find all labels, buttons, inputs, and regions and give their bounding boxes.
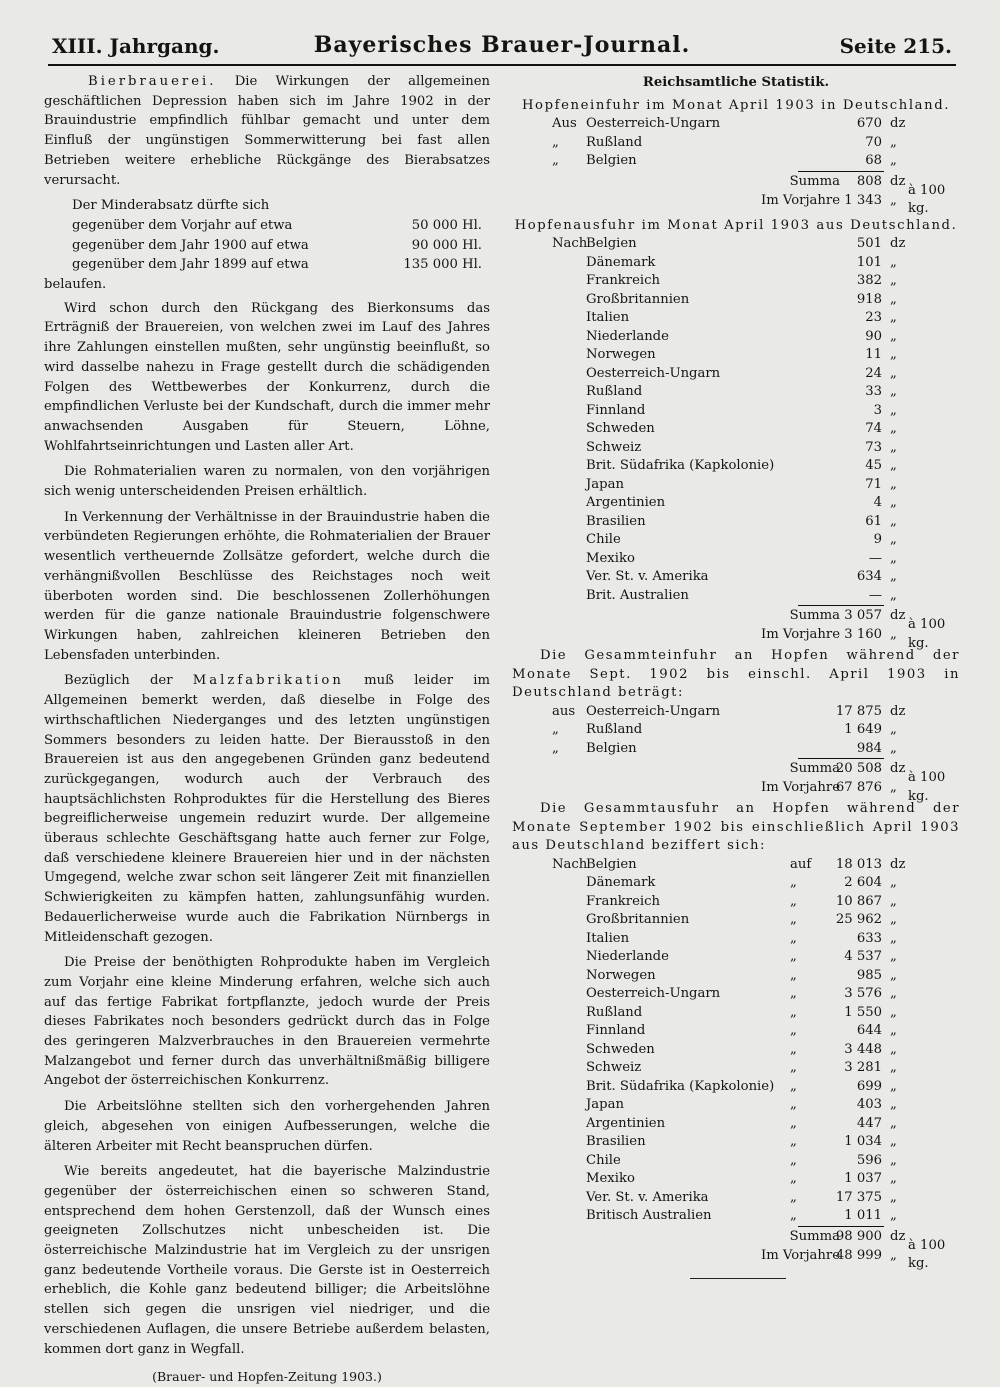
row-unit: „ — [890, 587, 897, 603]
decline-label: gegenüber dem Jahr 1900 auf etwa — [72, 237, 309, 253]
prev-label: Im Vorjahre — [760, 1247, 840, 1263]
export-heading: Hopfenausfuhr im Monat April 1903 aus Deutschland. — [514, 217, 958, 233]
sum-value: 98 900 — [835, 1228, 882, 1244]
row-unit: „ — [890, 949, 897, 964]
row-unit: „ — [890, 986, 897, 1001]
decline-intro: Der Minderabsatz dürfte sich — [72, 198, 270, 214]
row-country: Brasilien — [586, 1134, 646, 1149]
row-value: 4 537 — [844, 949, 882, 964]
table-row — [512, 930, 960, 949]
total-export-heading: Die Gesammtausfuhr an Hopfen während der Monate September 1902 bis einschließlich April 1903 aus Deutschland beziffert sich: — [512, 801, 960, 853]
row-unit: „ — [890, 254, 897, 270]
journal-title: Bayerisches Brauer-Journal. — [313, 32, 691, 58]
page-number: Seite 215. — [839, 34, 952, 58]
row-country: Brasilien — [586, 513, 646, 529]
prev-unit: „ — [890, 627, 897, 642]
row-auf: auf — [790, 856, 812, 872]
row-country: Oesterreich-Ungarn — [586, 986, 721, 1001]
row-unit: „ — [890, 134, 897, 150]
per-unit: à 100 kg. — [908, 770, 946, 804]
table-row — [512, 948, 960, 967]
row-value: 3 281 — [844, 1060, 882, 1075]
row-value: 1 011 — [844, 1208, 882, 1223]
table-row — [512, 346, 960, 365]
table-row — [512, 740, 960, 759]
prev-label: Im Vorjahre — [760, 780, 840, 795]
row-unit: „ — [890, 1023, 897, 1038]
row-country: Belgien — [586, 153, 637, 168]
row-unit: „ — [890, 930, 897, 946]
row-unit: „ — [890, 153, 897, 168]
sum-unit: dz — [890, 1228, 906, 1244]
statistics-title: Reichsamtliche Statistik. — [642, 75, 830, 90]
decline-value: 50 000 Hl. — [411, 217, 482, 233]
prev-unit: „ — [890, 780, 897, 795]
table-row — [512, 513, 960, 532]
row-auf: „ — [790, 949, 797, 964]
row-unit: „ — [890, 1152, 897, 1168]
row-auf: „ — [790, 1023, 797, 1038]
table-row — [512, 365, 960, 384]
row-value: 3 — [873, 402, 882, 418]
row-unit: „ — [890, 1134, 897, 1149]
row-unit: „ — [890, 421, 897, 436]
row-country: Oesterreich-Ungarn — [586, 116, 721, 131]
end-rule — [690, 1278, 786, 1279]
row-auf: „ — [790, 967, 797, 983]
row-auf: „ — [790, 1004, 797, 1020]
row-unit: „ — [890, 365, 897, 381]
row-auf: „ — [790, 986, 797, 1001]
row-prefix: „ — [552, 153, 559, 168]
row-auf: „ — [790, 1134, 797, 1149]
decline-row — [44, 255, 490, 275]
table-row — [512, 856, 960, 875]
row-unit: „ — [890, 722, 897, 737]
row-unit: „ — [890, 328, 897, 344]
row-country: Schweden — [586, 421, 655, 436]
row-country: Japan — [586, 476, 624, 492]
row-country: Mexiko — [586, 1171, 635, 1186]
row-country: Schweiz — [586, 1060, 642, 1075]
row-auf: „ — [790, 1041, 797, 1057]
row-value: — — [868, 550, 882, 566]
table-row — [512, 967, 960, 986]
row-auf: „ — [790, 1152, 797, 1168]
row-country: Rußland — [586, 722, 643, 737]
table-row — [512, 1133, 960, 1152]
prev-unit: „ — [890, 192, 897, 208]
table-row — [512, 703, 960, 722]
right-column — [512, 72, 960, 1271]
row-unit: „ — [890, 1208, 897, 1223]
row-country: Dänemark — [586, 875, 656, 890]
paragraph-4: In Verkennung der Verhältnisse in der Brauindustrie haben die verbündeten Regierungen erhöhte, die Rohmaterialien der Brauer wesentlich vertheuernde Zollsätze gefordert, welche durch die verhängnißvollen Beschlüsse des Reichstages noch weit überboten worden sind. Die beschlossenen Zollerhöhungen werden für die ganze nationale Brauindustrie folgenschwere Wirkungen haben, zahlreichen kleineren Betrieben den Lebensfaden unterbinden. — [44, 509, 490, 663]
sum-label: Summa — [789, 761, 840, 776]
row-unit: dz — [890, 703, 906, 719]
sum-value: 808 — [856, 173, 882, 189]
table-row — [512, 383, 960, 402]
table-row — [512, 235, 960, 254]
row-country: Chile — [586, 532, 621, 547]
row-unit: „ — [890, 291, 897, 307]
prev-unit: „ — [890, 1247, 897, 1263]
sum-label: Summa — [789, 173, 840, 189]
table-row — [512, 721, 960, 740]
header-rule — [48, 64, 956, 66]
table-row — [512, 494, 960, 513]
row-prefix: „ — [552, 134, 559, 150]
per-unit: à 100 kg. — [908, 617, 946, 651]
row-country: Finnland — [586, 1023, 646, 1038]
decline-row — [44, 216, 490, 236]
paragraph-6: Die Preise der benöthigten Rohprodukte haben im Vergleich zum Vorjahr eine kleine Minderung erfahren, welche sich auch auf das fertige Fabrikat fortpflanzte, jedoch wurde der Preis dieses Fabrikates noch besonders gedrückt durch das in Folge des geringeren Malzverbrauches in den Brauereien vermehrte Malzangebot und ferner durch das unverhältnißmäßig billigere Angebot der österreichischen Konkurrenz. — [44, 955, 490, 1089]
row-value: 11 — [865, 347, 882, 362]
row-unit: „ — [890, 1004, 897, 1020]
row-value: 90 — [865, 328, 882, 344]
row-unit: „ — [890, 550, 897, 566]
table-row — [512, 1004, 960, 1023]
row-unit: „ — [890, 402, 897, 418]
sum-unit: dz — [890, 173, 906, 189]
table-row — [512, 531, 960, 550]
table-row — [512, 254, 960, 273]
table-row — [512, 1078, 960, 1097]
row-country: Belgien — [586, 740, 637, 756]
row-country: Brit. Australien — [586, 587, 689, 603]
row-country: Brit. Südafrika (Kapkolonie) — [586, 1078, 775, 1094]
decline-end: belaufen. — [44, 277, 107, 293]
decline-label: gegenüber dem Vorjahr auf etwa — [72, 217, 293, 233]
row-unit: „ — [890, 1189, 897, 1205]
paragraph-3: Die Rohmaterialien waren zu normalen, von den vorjährigen sich wenig unterscheidenden Preisen erhältlich. — [44, 464, 490, 500]
row-country: Belgien — [586, 856, 637, 872]
row-value: 644 — [856, 1023, 882, 1038]
per-unit: à 100 kg. — [908, 182, 946, 216]
prev-value: 48 999 — [835, 1247, 882, 1263]
row-value: 670 — [856, 116, 882, 131]
row-value: 699 — [856, 1078, 882, 1094]
row-prefix: Aus — [552, 116, 577, 131]
volume-label: XIII. Jahrgang. — [52, 34, 220, 58]
decline-block — [44, 196, 490, 295]
decline-value: 90 000 Hl. — [411, 237, 482, 253]
row-auf: „ — [790, 1189, 797, 1205]
table-row — [512, 272, 960, 291]
row-value: 633 — [856, 930, 882, 946]
row-country: Norwegen — [586, 347, 656, 362]
prev-label: Im Vorjahre — [760, 192, 840, 208]
row-value: 447 — [856, 1115, 882, 1131]
row-value: 403 — [856, 1097, 882, 1112]
row-country: Italien — [586, 930, 630, 946]
row-value: 18 013 — [835, 856, 882, 872]
row-value: 918 — [856, 291, 882, 307]
decline-value: 135 000 Hl. — [403, 257, 482, 273]
row-value: 634 — [856, 569, 882, 584]
row-value: 45 — [865, 458, 882, 473]
row-value: 3 448 — [844, 1041, 882, 1057]
row-auf: „ — [790, 875, 797, 890]
intro-paragraph — [44, 72, 490, 190]
row-unit: „ — [890, 384, 897, 399]
row-country: Rußland — [586, 384, 643, 399]
row-unit: „ — [890, 875, 897, 890]
import-table — [512, 115, 960, 171]
intro-keyword: Bierbrauerei. — [88, 74, 217, 89]
table-row — [512, 152, 960, 171]
table-row — [512, 1022, 960, 1041]
export-table — [512, 235, 960, 605]
row-unit: „ — [890, 532, 897, 547]
prev-value: 1 343 — [844, 192, 882, 208]
row-unit: „ — [890, 347, 897, 362]
row-prefix: „ — [552, 722, 559, 737]
total-export-table — [512, 856, 960, 1226]
row-auf: „ — [790, 1171, 797, 1186]
table-row — [512, 457, 960, 476]
row-unit: „ — [890, 1060, 897, 1075]
source-citation: (Brauer- und Hopfen-Zeitung 1903.) — [152, 1369, 382, 1385]
row-country: Niederlande — [586, 949, 669, 964]
row-value: 985 — [856, 967, 882, 983]
row-prefix: „ — [552, 740, 559, 756]
row-value: 17 375 — [835, 1189, 882, 1205]
paragraph-7: Die Arbeitslöhne stellten sich den vorhergehenden Jahren gleich, abgesehen von einigen Aufbesserungen, welche die älteren Arbeiter mit Recht beanspruchen dürfen. — [44, 1099, 490, 1154]
row-unit: „ — [890, 912, 897, 927]
row-country: Schweden — [586, 1041, 655, 1057]
row-country: Italien — [586, 310, 630, 325]
row-value: 984 — [856, 740, 882, 756]
row-unit: „ — [890, 1171, 897, 1186]
table-row — [512, 402, 960, 421]
row-unit: „ — [890, 967, 897, 983]
row-value: 70 — [865, 134, 882, 150]
row-country: Ver. St. v. Amerika — [586, 569, 709, 584]
decline-row — [44, 236, 490, 256]
row-unit: dz — [890, 856, 906, 872]
row-auf: „ — [790, 930, 797, 946]
per-unit: à 100 kg. — [908, 1237, 946, 1271]
row-auf: „ — [790, 1097, 797, 1112]
table-row — [512, 587, 960, 606]
row-value: 73 — [865, 439, 882, 455]
row-country: Oesterreich-Ungarn — [586, 703, 721, 719]
table-row — [512, 985, 960, 1004]
prev-value: 3 160 — [844, 627, 882, 642]
row-value: 74 — [865, 421, 882, 436]
row-unit: „ — [890, 513, 897, 529]
table-row — [512, 115, 960, 134]
row-prefix: Nach — [552, 236, 588, 251]
intro-text: Die Wirkungen der allgemeinen geschäftlichen Depression haben sich im Jahre 1902 in der Brauindustrie empfindlich fühlbar gemacht und unter dem Einfluß der ungünstigen Sommerwitterung bei fast allen Betrieben weitere erhebliche Rückgänge des Bierabsatzes verursacht. — [44, 74, 490, 188]
row-country: Argentinien — [586, 1115, 666, 1131]
total-import-sum — [512, 760, 960, 804]
row-value: 3 576 — [844, 986, 882, 1001]
row-value: 10 867 — [835, 893, 882, 909]
row-country: Belgien — [586, 236, 637, 251]
table-row — [512, 568, 960, 587]
row-value: 1 649 — [844, 722, 882, 737]
row-country: Großbritannien — [586, 291, 690, 307]
row-auf: „ — [790, 1078, 797, 1094]
row-country: Japan — [586, 1097, 624, 1112]
row-country: Mexiko — [586, 550, 635, 566]
row-value: 101 — [856, 254, 882, 270]
row-unit: „ — [890, 495, 897, 510]
row-unit: „ — [890, 740, 897, 756]
row-country: Niederlande — [586, 328, 669, 344]
row-value: 596 — [856, 1152, 882, 1168]
table-row — [512, 309, 960, 328]
table-row — [512, 439, 960, 458]
row-prefix: aus — [552, 703, 576, 719]
prev-label: Im Vorjahre — [760, 627, 840, 642]
row-value: 25 962 — [835, 912, 882, 927]
table-row — [512, 874, 960, 893]
table-row — [512, 911, 960, 930]
table-row — [512, 1170, 960, 1189]
row-unit: „ — [890, 569, 897, 584]
row-unit: „ — [890, 1115, 897, 1131]
import-sum — [512, 173, 960, 216]
p5-text: muß leider im Allgemeinen bemerkt werden, daß dieselbe in Folge des wirthschaftlichen Niederganges und des letzten ungünstigen Sommers besonders zu leiden hatte. Der Bierausstoß in den Brauereien ist aus den angegebenen Gründen ganz bedeutend zurückgegangen, wodurch auch der Verbrauch des hauptsächlichsten Rohproduktes für die Herstellung des Bieres begreiflicherweise ungemein reduzirt wurde. Der allgemeine überaus schlechte Geschäftsgang hatte auch ferner zur Folge, daß verschiedene kleinere Brauereien hier und in der nächsten Umgegend, welche zwar schon seit längerer Zeit mit finanziellen Schwierigkeiten zu kämpfen hatten, zahlungsunfähig wurden. Bedauerlicherweise wurde auch die Fabrikation Nürnbergs in Mitleidenschaft gezogen. — [44, 673, 490, 945]
row-value: 1 550 — [844, 1004, 882, 1020]
row-auf: „ — [790, 1208, 797, 1223]
total-import-heading: Die Gesammteinfuhr an Hopfen während der Monate Sept. 1902 bis einschl. April 1903 in Deutschland beträgt: — [512, 648, 960, 700]
row-value: 1 037 — [844, 1171, 882, 1186]
p5-keyword: Malzfabrikation — [192, 673, 344, 689]
row-country: Dänemark — [586, 254, 656, 270]
decline-label: gegenüber dem Jahr 1899 auf etwa — [72, 257, 309, 273]
row-value: 382 — [856, 273, 882, 288]
row-country: Chile — [586, 1152, 621, 1168]
row-value: 68 — [865, 153, 882, 168]
table-row — [512, 1152, 960, 1171]
prev-value: 67 876 — [835, 780, 882, 795]
row-value: 17 875 — [835, 703, 882, 719]
sum-value: 3 057 — [844, 608, 882, 623]
row-value: 2 604 — [844, 875, 882, 890]
row-value: 501 — [856, 236, 882, 251]
table-row — [512, 1207, 960, 1226]
row-unit: „ — [890, 1097, 897, 1112]
table-row — [512, 893, 960, 912]
sum-unit: dz — [890, 608, 906, 623]
row-value: 71 — [865, 476, 882, 492]
row-unit: „ — [890, 893, 897, 909]
row-country: Rußland — [586, 1004, 643, 1020]
row-unit: „ — [890, 1041, 897, 1057]
table-row — [512, 1115, 960, 1134]
row-value: 9 — [873, 532, 882, 547]
row-country: Norwegen — [586, 967, 656, 983]
row-auf: „ — [790, 1115, 797, 1131]
row-value: 61 — [865, 513, 882, 529]
row-value: 24 — [865, 365, 882, 381]
row-country: Großbritannien — [586, 912, 690, 927]
row-country: Ver. St. v. Amerika — [586, 1189, 709, 1205]
row-country: Oesterreich-Ungarn — [586, 365, 721, 381]
row-unit: „ — [890, 1078, 897, 1094]
row-country: Schweiz — [586, 439, 642, 455]
paragraph-8: Wie bereits angedeutet, hat die bayerische Malzindustrie gegenüber der österreichischen einen so schweren Stand, entsprechend dem hohen Gerstenzoll, daß der Wunsch eines geeigneten Zollschutzes nicht unbescheiden ist. Die österreichische Malzindustrie hat im Vergleich zu der unsrigen ganz bedeutende Vortheile voraus. Die Gerste ist in Oesterreich erheblich, die Kohle ganz bedeutend billiger; die Arbeitslöhne stellen sich gegen die unsrigen viel niedriger, und die verschiedenen Auflagen, die unsere Betriebe außerdem belasten, kommen dort ganz in Wegfall. — [44, 1164, 490, 1357]
row-unit: „ — [890, 476, 897, 492]
row-country: Britisch Australien — [586, 1208, 712, 1223]
table-row — [512, 420, 960, 439]
import-heading: Hopfeneinfuhr im Monat April 1903 in Deutschland. — [521, 97, 951, 113]
table-row — [512, 291, 960, 310]
p5-lead: Bezüglich der — [64, 673, 173, 689]
row-country: Brit. Südafrika (Kapkolonie) — [586, 458, 775, 473]
row-unit: dz — [890, 236, 906, 251]
paragraph-2: Wird schon durch den Rückgang des Bierkonsums das Erträgniß der Brauereien, von welchen zwei im Lauf des Jahres ihre Zahlungen einstellen mußten, sehr ungünstig beeinflußt, so wird dasselbe nahezu in Frage gestellt durch die schädigenden Folgen des Wettbewerbes der Konkurrenz, durch die empfindlichen Verluste bei der Kundschaft, durch die immer mehr anwachsenden Ausgaben für Steuern, Löhne, Wohlfahrtseinrichtungen und Lasten aller Art. — [44, 300, 490, 454]
total-export-sum — [512, 1228, 960, 1271]
row-unit: dz — [890, 116, 906, 131]
row-auf: „ — [790, 912, 797, 927]
row-auf: „ — [790, 893, 797, 909]
table-row — [512, 550, 960, 569]
table-row — [512, 328, 960, 347]
table-row — [512, 134, 960, 153]
row-country: Finnland — [586, 402, 646, 418]
table-row — [512, 1096, 960, 1115]
page-header — [52, 32, 952, 62]
sum-value: 20 508 — [835, 761, 882, 776]
sum-label: Summa — [789, 608, 840, 623]
row-prefix: Nach — [552, 856, 588, 872]
row-country: Frankreich — [586, 893, 661, 909]
row-value: 1 034 — [844, 1134, 882, 1149]
table-row — [512, 1041, 960, 1060]
left-column — [44, 72, 490, 1387]
export-sum — [512, 607, 960, 651]
row-unit: „ — [890, 273, 897, 288]
row-unit: „ — [890, 439, 897, 455]
sum-unit: dz — [890, 761, 906, 776]
paragraph-5 — [44, 671, 490, 947]
table-row — [512, 476, 960, 495]
row-value: — — [868, 587, 882, 603]
row-unit: „ — [890, 458, 897, 473]
row-value: 23 — [865, 310, 882, 325]
row-country: Frankreich — [586, 273, 661, 288]
table-row — [512, 1189, 960, 1208]
sum-label: Summa — [789, 1228, 840, 1244]
row-auf: „ — [790, 1060, 797, 1075]
table-row — [512, 1059, 960, 1078]
row-country: Rußland — [586, 134, 643, 150]
total-import-table — [512, 703, 960, 759]
row-value: 33 — [865, 384, 882, 399]
row-country: Argentinien — [586, 495, 666, 510]
row-unit: „ — [890, 310, 897, 325]
row-value: 4 — [873, 495, 882, 510]
